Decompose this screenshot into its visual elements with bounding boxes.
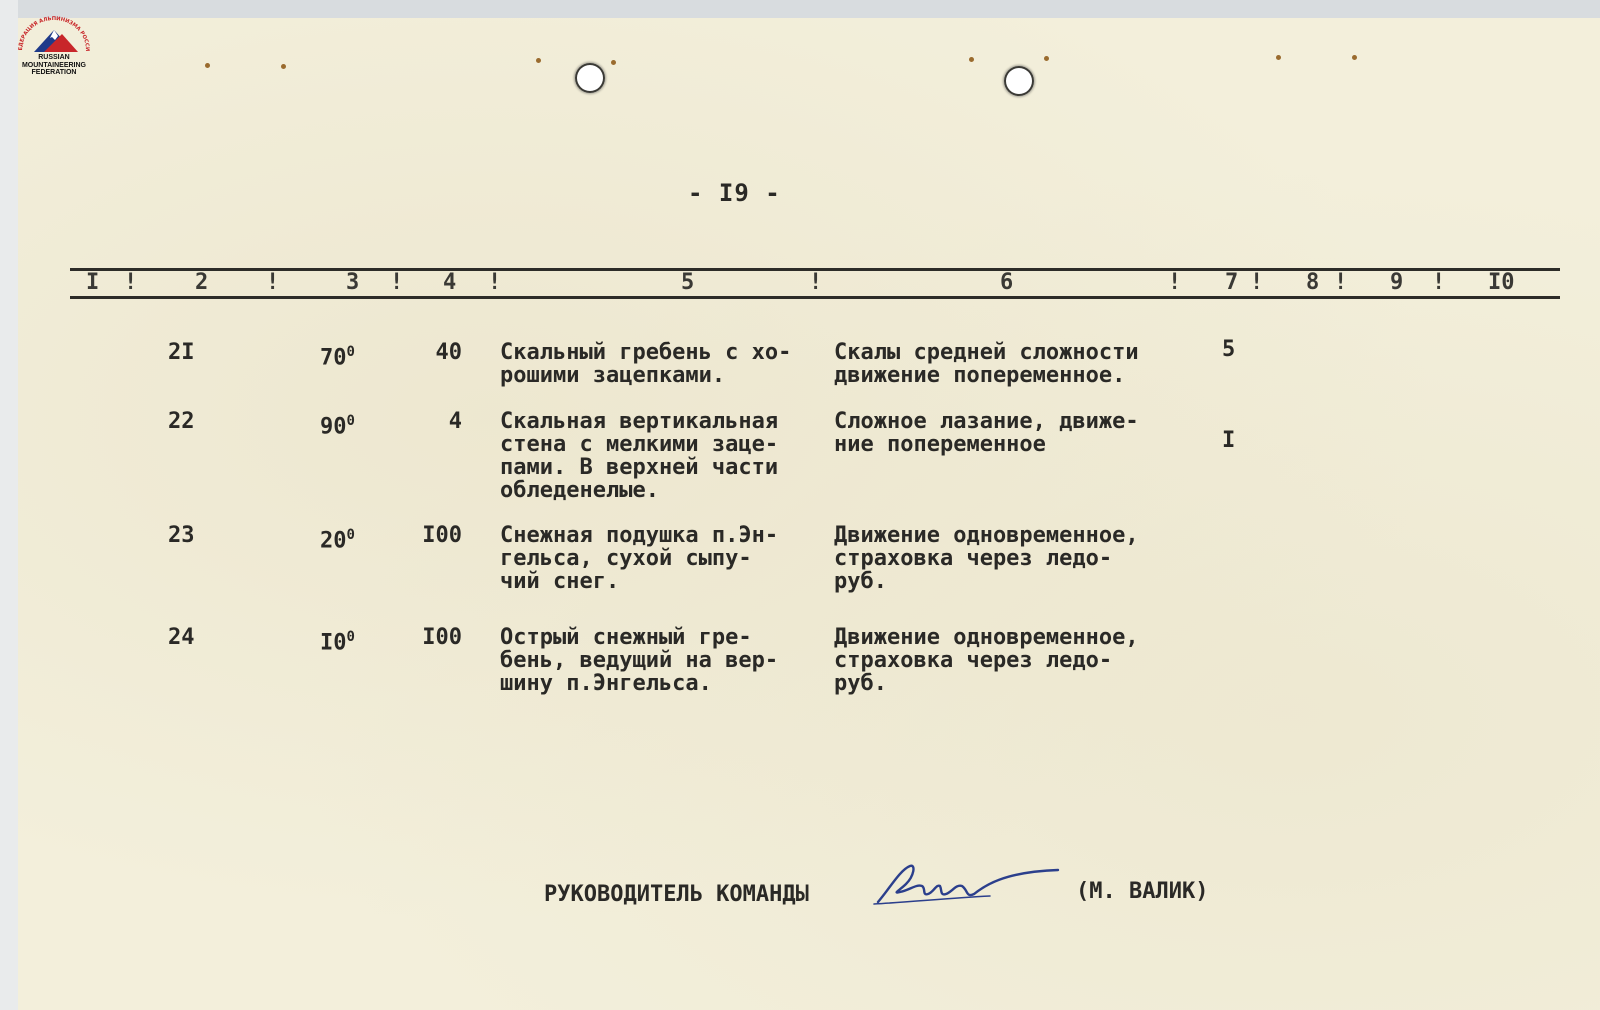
paper-speck [1044, 56, 1049, 61]
terrain-description: Снежная подушка п.Эн- гельса, сухой сыпу- чий снег. [500, 523, 779, 594]
technique-description: Сложное лазание, движе- ние попеременное [834, 409, 1139, 457]
handwritten-signature [870, 858, 1070, 918]
column-separator: ! [488, 270, 502, 295]
column-header-9: 9 [1390, 270, 1404, 295]
row-number: 24 [168, 625, 195, 650]
column-header-1: I [86, 270, 100, 295]
paper-speck [969, 57, 974, 62]
page-number: - I9 - [688, 179, 781, 207]
slope-angle: $I0^0$ [320, 629, 355, 656]
segment-length: 4 [448, 409, 462, 434]
column-header-7: 7 [1225, 270, 1239, 295]
document-page [18, 18, 1600, 1010]
difficulty-value: 5 [1222, 337, 1236, 362]
federation-logo [12, 16, 96, 82]
column-separator: ! [1334, 270, 1348, 295]
logo-line-1: RUSSIAN [38, 54, 70, 61]
column-header-3: 3 [346, 270, 360, 295]
row-number: 22 [168, 409, 195, 434]
technique-description: Скалы средней сложности движение попеременное. [834, 340, 1139, 388]
column-separator: ! [1168, 270, 1182, 295]
row-number: 2I [168, 340, 195, 365]
column-header-6: 6 [1000, 270, 1014, 295]
column-separator: ! [124, 270, 138, 295]
column-header-5: 5 [681, 270, 695, 295]
column-separator: ! [266, 270, 280, 295]
column-header-8: 8 [1306, 270, 1320, 295]
segment-length: 40 [435, 340, 462, 365]
paper-speck [1352, 55, 1357, 60]
paper-speck [536, 58, 541, 63]
technique-description: Движение одновременное, страховка через ледо- руб. [834, 625, 1139, 696]
logo-line-2: MOUNTAINEERING [21, 61, 87, 69]
terrain-description: Скальный гребень с хо- рошими зацепками. [500, 340, 792, 388]
punch-hole [575, 63, 605, 93]
header-rule-bottom [70, 296, 1560, 299]
signature-role: РУКОВОДИТЕЛЬ КОМАНДЫ [544, 882, 809, 907]
paper-speck [281, 64, 286, 69]
slope-angle: $90^0$ [320, 413, 355, 440]
punch-hole [1004, 66, 1034, 96]
column-separator: ! [809, 270, 823, 295]
difficulty-value: I [1222, 428, 1236, 453]
scan-border-left [0, 0, 18, 1010]
paper-speck [611, 60, 616, 65]
row-number: 23 [168, 523, 195, 548]
column-header-4: 4 [443, 270, 457, 295]
terrain-description: Скальная вертикальная стена с мелкими заце- пами. В верхней части обледенелые. [500, 409, 779, 503]
column-separator: ! [1250, 270, 1264, 295]
logo-arc-text: ЕДЕРАЦИЯ АЛЬПИНИЗМА РОССИ [17, 16, 91, 52]
column-separator: ! [1432, 270, 1446, 295]
logo-caption [12, 54, 96, 77]
logo-line-3: FEDERATION [31, 69, 77, 76]
terrain-description: Острый снежный гре- бень, ведущий на вер- шину п.Энгельса. [500, 625, 779, 696]
column-separator: ! [390, 270, 404, 295]
slope-angle: $20^0$ [320, 527, 355, 554]
column-header-10: I0 [1488, 270, 1515, 295]
technique-description: Движение одновременное, страховка через ледо- руб. [834, 523, 1139, 594]
column-header-2: 2 [195, 270, 209, 295]
segment-length: I00 [422, 625, 462, 650]
paper-speck [205, 63, 210, 68]
segment-length: I00 [422, 523, 462, 548]
signature-name: (М. ВАЛИК) [1076, 879, 1209, 904]
slope-angle: $70^0$ [320, 344, 355, 371]
paper-speck [1276, 55, 1281, 60]
